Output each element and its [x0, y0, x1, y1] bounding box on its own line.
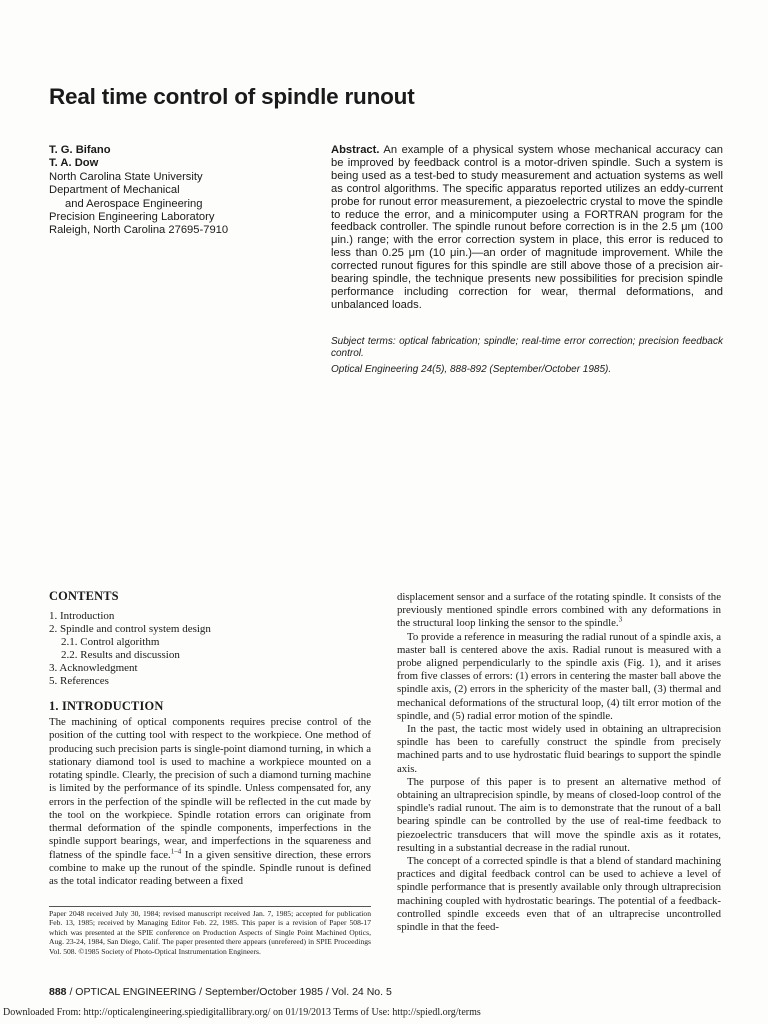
affiliation-line: Department of Mechanical — [49, 184, 180, 197]
contents-list — [49, 610, 349, 689]
contents-item: 2.2. Results and discussion — [61, 649, 180, 662]
abstract-label: Abstract. — [331, 144, 380, 156]
intro-text: In a given sensitive direction, these errors combine to make up the runout of the spindle. Spindle runout is defined as the total indicator reading between a fixed — [49, 848, 371, 887]
download-text: Downloaded From: http://opticalengineering.spiedigitallibrary.org/ on 01/19/2013 Terms of Use: http://spiedl.org/terms — [3, 1007, 481, 1018]
reference-marker: 1–4 — [170, 846, 182, 855]
footnote-rule — [49, 906, 371, 907]
reference-marker: 3 — [618, 615, 623, 624]
contents-item: 2. Spindle and control system design — [49, 623, 211, 636]
abstract-text: An example of a physical system whose mechanical accuracy can be improved by feedback control is a motor-driven spindle. Such a system is being used as a test-bed to study measurement and actuation systems as well as control algorithms. The specific apparatus reported utilizes an eddy-current probe for runout error measurement, a piezoelectric crystal to move the spindle to reduce the error, and a minicomputer using a FORTRAN program for the feedback controller. The spindle runout before correction is in the 2.5 μm (100 μin.) range; with the error correction system in place, this error is reduced to less than 0.25 μm (10 μin.)—an order of magnitude improvement. While the corrected runout figures for this spindle are still above those of a precision air-bearing spindle, the technique presents new possibilities for precision spindle performance including correction for wear, thermal deformations, and unbalanced loads. — [331, 144, 723, 311]
download-notice — [3, 1007, 481, 1018]
intro-paragraph — [397, 591, 721, 631]
contents-item: 3. Acknowledgment — [49, 662, 138, 675]
subject-terms: Subject terms: optical fabrication; spindle; real-time error correction; precision feedback control. — [331, 336, 723, 360]
intro-paragraph: The purpose of this paper is to present an alternative method of obtaining an ultraprecision spindle, by means of closed-loop control of the spindle's radial runout. The aim is to demonstrate that the runout of a ball bearing spindle can be controlled by the use of real-time feedback to piezoelectric transducers that will move the spindle axis as it rotates, resulting in a substantial decrease in the radial runout. — [397, 775, 721, 854]
intro-paragraph: The concept of a corrected spindle is that a blend of standard machining practices and digital feedback control can be used to achieve a level of spindle performance that is presently available only through ultraprecision machining coupled with hydrostatic bearings. The potential of a feedback-controlled spindle exceeds even that of an ultraprecise uncontrolled spindle in that the feed- — [397, 855, 721, 934]
author-name: T. A. Dow — [49, 157, 99, 170]
abstract — [331, 144, 723, 312]
body-column-right — [397, 591, 721, 934]
intro-paragraph: In the past, the tactic most widely used in obtaining an ultraprecision spindle has been to carefully construct the spindle from precisely machined parts and to use hydrostatic fluid bearings to support the spindle axis. — [397, 723, 721, 775]
affiliation-line: North Carolina State University — [49, 170, 203, 183]
footnote: Paper 2048 received July 30, 1984; revised manuscript received Jan. 7, 1985; accepted for publication Feb. 13, 1985; received by Managing Editor Feb. 22, 1985. This paper is a revision of Paper 508-17 which was presented at the SPIE conference on Production Aspects of Single Point Machined Optics, Aug. 23-24, 1984, San Diego, Calif. The paper presented there appears (unrefereed) in SPIE Proceedings Vol. 508. ©1985 Society of Photo-Optical Instrumentation Engineers. — [49, 909, 371, 956]
citation: Optical Engineering 24(5), 888-892 (September/October 1985). — [331, 364, 612, 375]
contents-item: 1. Introduction — [49, 610, 115, 622]
body-column-left — [49, 716, 371, 888]
page-footer — [49, 986, 392, 998]
contents-item: 5. References — [49, 675, 109, 688]
intro-paragraph — [49, 716, 371, 888]
author-block — [49, 144, 309, 238]
page-number: 888 — [49, 986, 67, 998]
contents-item: 2.1. Control algorithm — [61, 636, 160, 649]
intro-paragraph: To provide a reference in measuring the radial runout of a spindle axis, a master ball is centered above the axis. Radial runout is measured with a probe aligned perpendicularly to the spindle axis (Fig. 1), and it arises from five classes of errors: (1) errors in centering the master ball above the spindle axis, (2) errors in the sphericity of the master ball, (3) thermal and mechanical deformations of the structural loop, (4) tilt error motion of the spindle, and (5) radial error motion of the spindle. — [397, 630, 721, 722]
affiliation-line: Raleigh, North Carolina 27695-7910 — [49, 224, 229, 237]
article-title: Real time control of spindle runout — [49, 84, 415, 109]
intro-text: The machining of optical components requires precise control of the position of the cutting tool with respect to the workpiece. One method of producing such precision parts is single-point diamond turning, in which a stationary diamond tool is used to machine a workpiece mounted on a rotating spindle. Clearly, the precision of such a diamond turning machine is limited by the performance of its spindle. Unless compensated for, any errors in the perfection of the spindle will be reflected in the cut made by the tool on the workpiece. Spindle rotation errors can originate from thermal deformation of the spindle components, imperfections in the spindle support bearings, wear, and imperfections in the squareness and flatness of the spindle face. — [49, 716, 371, 861]
affiliation-line: Precision Engineering Laboratory — [49, 211, 215, 224]
contents-heading: CONTENTS — [49, 589, 119, 603]
intro-text: displacement sensor and a surface of the rotating spindle. It consists of the previously mentioned spindle errors combined with any deformations in the structural loop linking the sensor to the spindle. — [397, 591, 721, 630]
journal-line: / OPTICAL ENGINEERING / September/October 1985 / Vol. 24 No. 5 — [69, 986, 392, 998]
introduction-heading: 1. INTRODUCTION — [49, 699, 164, 713]
affiliation-line: and Aerospace Engineering — [65, 197, 203, 210]
author-name: T. G. Bifano — [49, 144, 111, 156]
